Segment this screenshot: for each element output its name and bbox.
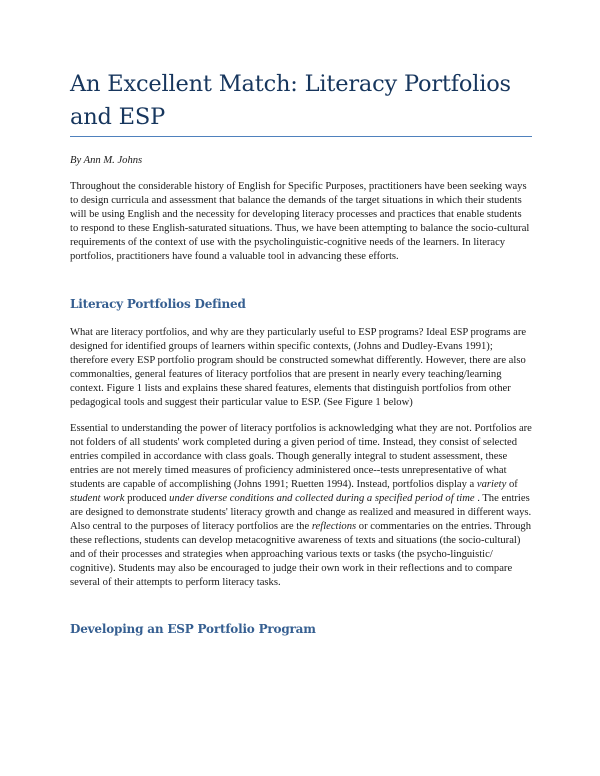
body-paragraph: What are literacy portfolios, and why are they particularly useful to ESP programs? Ideal ESP programs are designed for identified groups of learners within specific contexts, (Johns and Dudley-Evans 1991); therefore every ESP portfolio program should be constructed somewhat differently. However, there are also commonalties, general features of literacy portfolios that are present in nearly every teaching/learning context. Figure 1 lists and explains these shared features, elements that distinguish portfolios from other pedagogical tools and suggest their particular value to ESP. (See Figure 1 below) [70,327,527,408]
article-title: An Excellent Match: Literacy Portfolios and ESP [70,71,511,130]
section-heading-literacy-portfolios-defined: Literacy Portfolios Defined [70,297,246,311]
intro-paragraph: Throughout the considerable history of English for Specific Purposes, practitioners have been seeking ways to design curricula and assessment that balance the demands of the target situations in which their students will be using English and the necessity for developing literacy processes and practices that enable students to respond to these English-saturated situations. Thus, we have been attempting to balance the socio-cultural requirements of the context of use with the psycholinguistic-cognitive needs of the learners. In literacy portfolios, practitioners have found a valuable tool in advancing these efforts. [70,181,530,262]
body-paragraph [70,422,532,590]
author-byline: By Ann M. Johns [70,155,143,166]
text-run: Essential to understanding the power of literacy portfolios is acknowledging what they are not. Portfolios are not folders of all students' work completed during a given period of time. Instead, they consist of selected entries compiled in accordance with class goals. Though generally integral to student assessment, these entries are not merely timed measures of proficiency administered once--tests unrepresentative of what students are capable of accomplishing (Johns 1991; Ruetten 1994). Instead, portfolios display a [70,423,532,490]
text-run: or commentaries on the entries. Through these reflections, students can develop metacognitive awareness of texts and situations (the socio-cultural) and of their processes and strategies when approaching various texts or tasks (the psycho-linguistic/ cognitive). Students may also be encouraged to judge their own work in their reflections and to compare several of their attempts to perform literacy tasks. [70,521,532,588]
article [70,68,532,636]
text-run: produced [124,493,170,504]
section-heading-developing-esp-portfolio-program: Developing an ESP Portfolio Program [70,622,316,636]
italic-text-run: student work [70,493,125,504]
title-divider [70,136,532,137]
italic-text-run: variety [476,479,507,490]
text-run: . The entries are designed to demonstrate students' literacy growth and change as realized and measured in different ways. Also central to the purposes of literacy portfolios are the [70,493,532,532]
text-run: of [506,479,518,490]
italic-text-run: under diverse conditions and collected during a specified period of time [169,493,475,504]
italic-text-run: reflections [311,521,357,532]
